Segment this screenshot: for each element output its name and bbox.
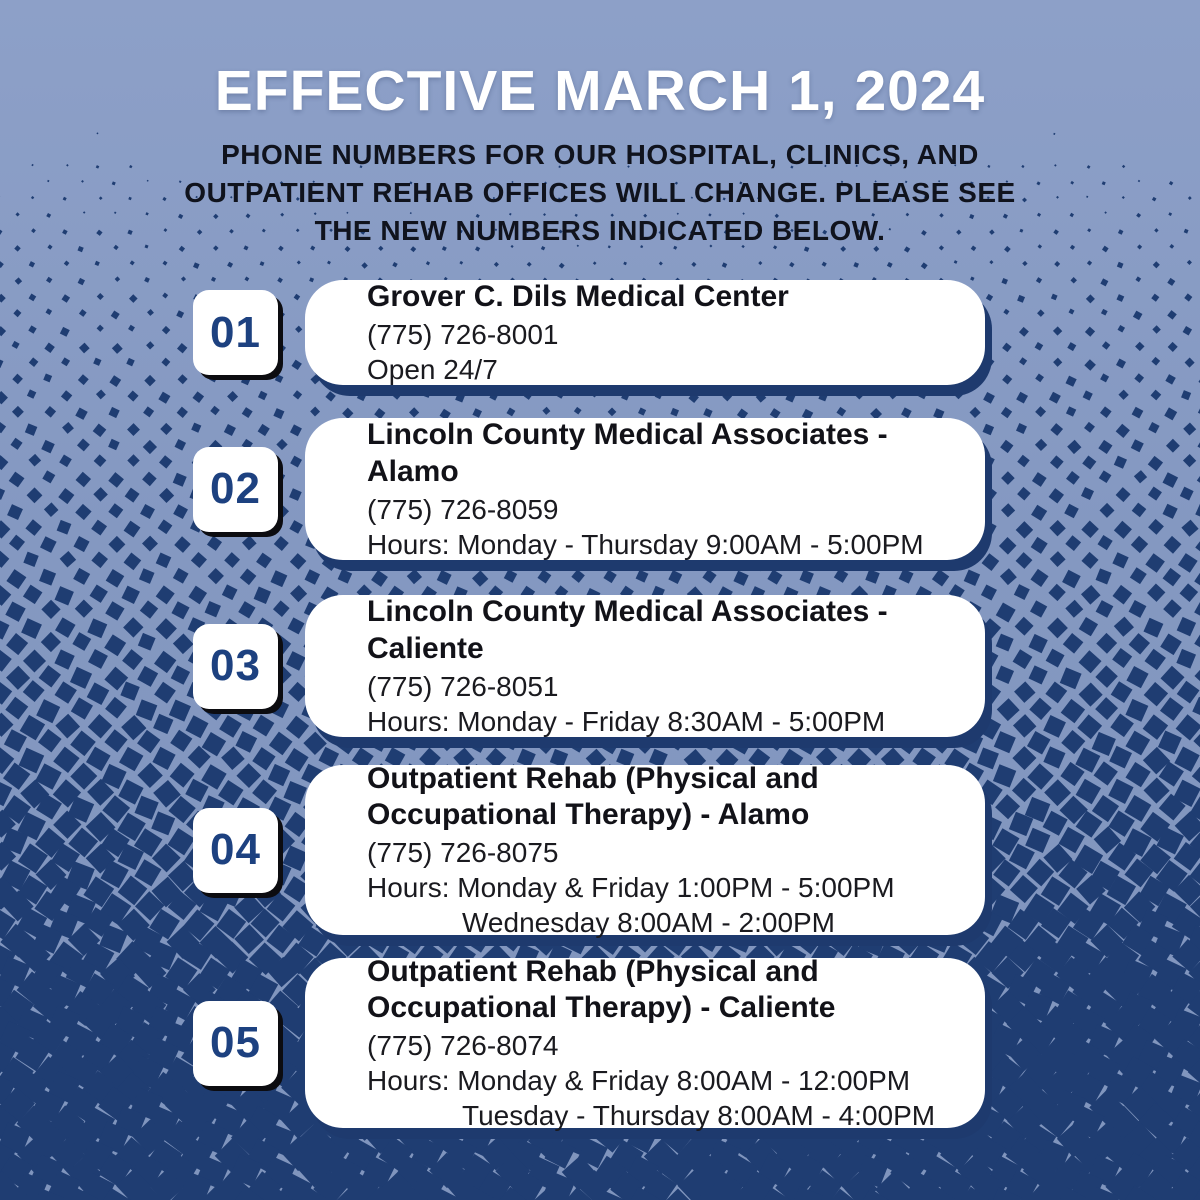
subtitle-line: PHONE NUMBERS FOR OUR HOSPITAL, CLINICS, AND [221, 139, 979, 170]
hours-line-1: Open 24/7 [367, 353, 498, 385]
location-number: 04 [210, 825, 261, 874]
location-name: Lincoln County Medical Associates - Caliente [367, 595, 888, 665]
location-card [305, 418, 985, 560]
location-card [305, 761, 985, 939]
location-phone: (775) 726-8059 [367, 493, 559, 525]
location-hours [367, 703, 957, 738]
location-card [305, 595, 985, 737]
location-card [305, 954, 985, 1132]
location-phone: (775) 726-8074 [367, 1030, 559, 1062]
location-number: 03 [210, 641, 261, 690]
location-hours [367, 869, 957, 939]
location-row [193, 280, 985, 385]
location-card [305, 280, 985, 385]
location-hours [367, 526, 957, 561]
page-subtitle [140, 136, 1060, 249]
location-row [193, 418, 985, 560]
hours-line-2: Tuesday - Thursday 8:00AM - 4:00PM [462, 1100, 936, 1132]
location-row [193, 595, 985, 737]
location-number-badge [193, 290, 278, 375]
location-row [193, 954, 985, 1132]
location-number-badge [193, 808, 278, 893]
location-name: Lincoln County Medical Associates - Alamo [367, 418, 888, 488]
location-number: 01 [210, 307, 261, 357]
hours-line-1: Hours: Monday & Friday 1:00PM - 5:00PM [367, 872, 895, 904]
location-phone: (775) 726-8051 [367, 670, 559, 702]
page-title: EFFECTIVE MARCH 1, 2024 [214, 59, 986, 123]
location-number: 02 [210, 464, 261, 513]
header [0, 0, 1200, 249]
location-phone: (775) 726-8075 [367, 837, 559, 869]
location-hours [367, 1062, 957, 1132]
hours-line-1: Hours: Monday & Friday 8:00AM - 12:00PM [367, 1065, 911, 1097]
hours-line-1: Hours: Monday - Thursday 9:00AM - 5:00PM [367, 528, 924, 560]
location-hours [367, 351, 957, 386]
location-number: 05 [210, 1018, 261, 1067]
location-name: Outpatient Rehab (Physical and Occupational Therapy) - Alamo [367, 761, 819, 832]
subtitle-line: OUTPATIENT REHAB OFFICES WILL CHANGE. PLEASE SEE [184, 176, 1016, 208]
location-number-badge [193, 1001, 278, 1086]
hours-line-2: Wednesday 8:00AM - 2:00PM [462, 907, 836, 939]
hours-line-1: Hours: Monday - Friday 8:30AM - 5:00PM [367, 705, 886, 737]
location-number-badge [193, 447, 278, 532]
location-name: Outpatient Rehab (Physical and Occupational Therapy) - Caliente [367, 954, 836, 1025]
location-number-badge [193, 624, 278, 709]
location-name: Grover C. Dils Medical Center [367, 280, 789, 314]
subtitle-line: THE NEW NUMBERS INDICATED BELOW. [314, 214, 886, 246]
location-row [193, 761, 985, 939]
location-phone: (775) 726-8001 [367, 318, 559, 350]
